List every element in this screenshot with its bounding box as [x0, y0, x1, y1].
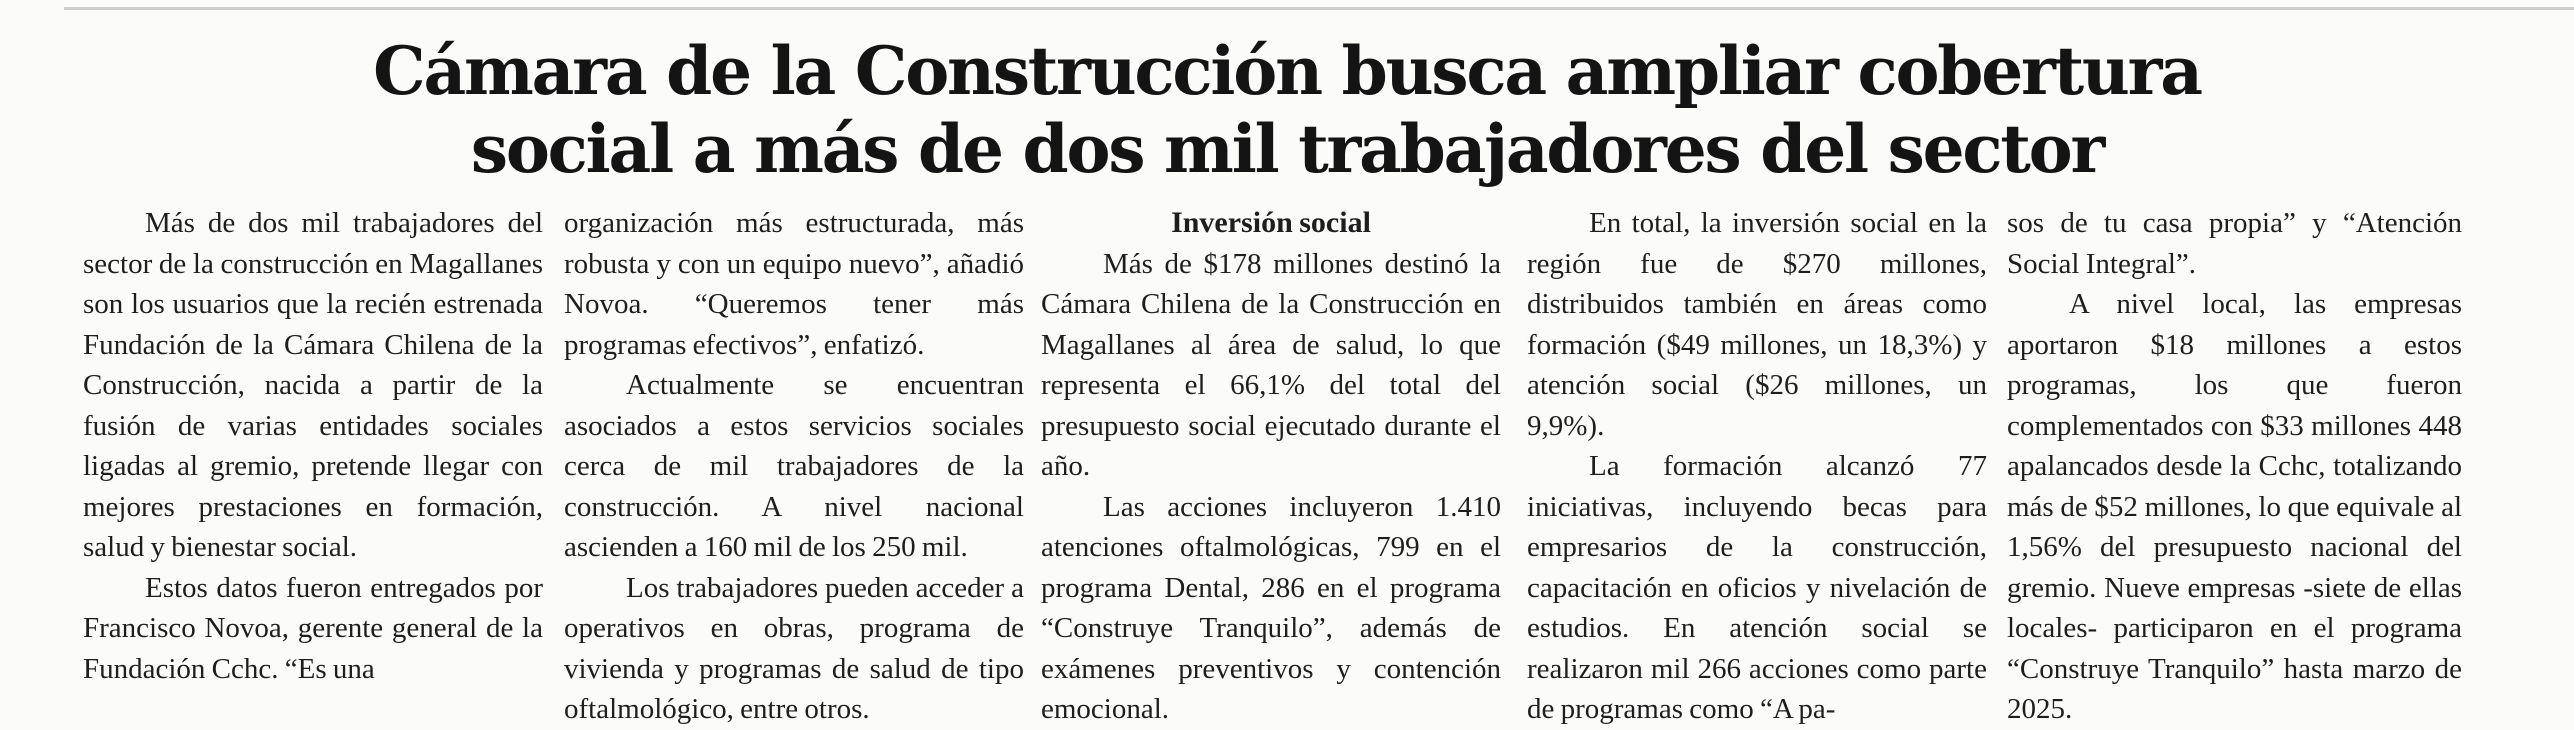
paragraph: La formación alcanzó 77 iniciativas, incluyendo becas para empresarios de la construcción, capacitación en oficios y nivelación de estudios. En atención social se realizaron mil 266 acciones como parte de programas como “A pa- — [1527, 450, 1987, 725]
paragraph: Más de $178 millones destinó la Cámara Chilena de la Construcción en Magallanes al área de salud, lo que representa el 66,1% del total del presupuesto social ejecutado durante el año. — [1041, 247, 1501, 482]
headline-line-1: Cámara de la Construcción busca ampliar cobertura — [373, 32, 2201, 110]
paragraph: Estos datos fueron entregados por Francisco Novoa, gerente general de la Fundación Cchc. “Es una — [83, 571, 543, 685]
paragraph-continued: sos de tu casa propia” y “Atención Social Integral”. — [2007, 207, 2462, 280]
article-body — [0, 203, 2574, 726]
article-headline — [0, 32, 2574, 188]
text-column-5 — [2007, 203, 2462, 730]
text-column-3 — [1041, 203, 1501, 730]
text-column-1 — [83, 203, 543, 689]
paragraph: A nivel local, las empresas aportaron $18 millones a estos programas, los que fueron complementados con $33 millones 448 apalancados desde la Cchc, totalizando más de $52 millones, lo que equivale al 1,56% del presupuesto nacional del gremio. Nueve empresas -siete de ellas locales- participaron en el programa “Construye Tranquilo” hasta marzo de 2025. — [2007, 288, 2462, 725]
section-subheading: Inversión social — [1171, 206, 1371, 239]
paragraph: En total, la inversión social en la región fue de $270 millones, distribuidos también en áreas como formación ($49 millones, un 18,3%) y atención social ($26 millones, un 9,9%). — [1527, 207, 1987, 442]
text-column-2 — [564, 203, 1024, 730]
paragraph-continued: organización más estructurada, más robusta y con un equipo nuevo”, añadió Novoa. “Queremos tener más programas efectivos”, enfatizó. — [564, 207, 1024, 361]
paragraph: Más de dos mil trabajadores del sector de la construcción en Magallanes son los usuarios que la recién estrenada Fundación de la Cámara Chilena de la Construcción, nacida a partir de la fusión de varias entidades sociales ligadas al gremio, pretende llegar con mejores prestaciones en formación, salud y bienestar social. — [83, 207, 543, 563]
top-rule — [64, 7, 2574, 10]
paragraph: Las acciones incluyeron 1.410 atenciones oftalmológicas, 799 en el programa Dental, 286 en el programa “Construye Tranquilo”, además de exámenes preventivos y contención emocional. — [1041, 490, 1501, 725]
text-column-4 — [1527, 203, 1987, 730]
headline-line-2: social a más de dos mil trabajadores del sector — [470, 110, 2104, 188]
paragraph: Actualmente se encuentran asociados a estos servicios sociales cerca de mil trabajadores de la construcción. A nivel nacional ascienden a 160 mil de los 250 mil. — [564, 369, 1024, 563]
paragraph: Los trabajadores pueden acceder a operativos en obras, programa de vivienda y programas de salud de tipo oftalmológico, entre otros. — [564, 571, 1024, 725]
